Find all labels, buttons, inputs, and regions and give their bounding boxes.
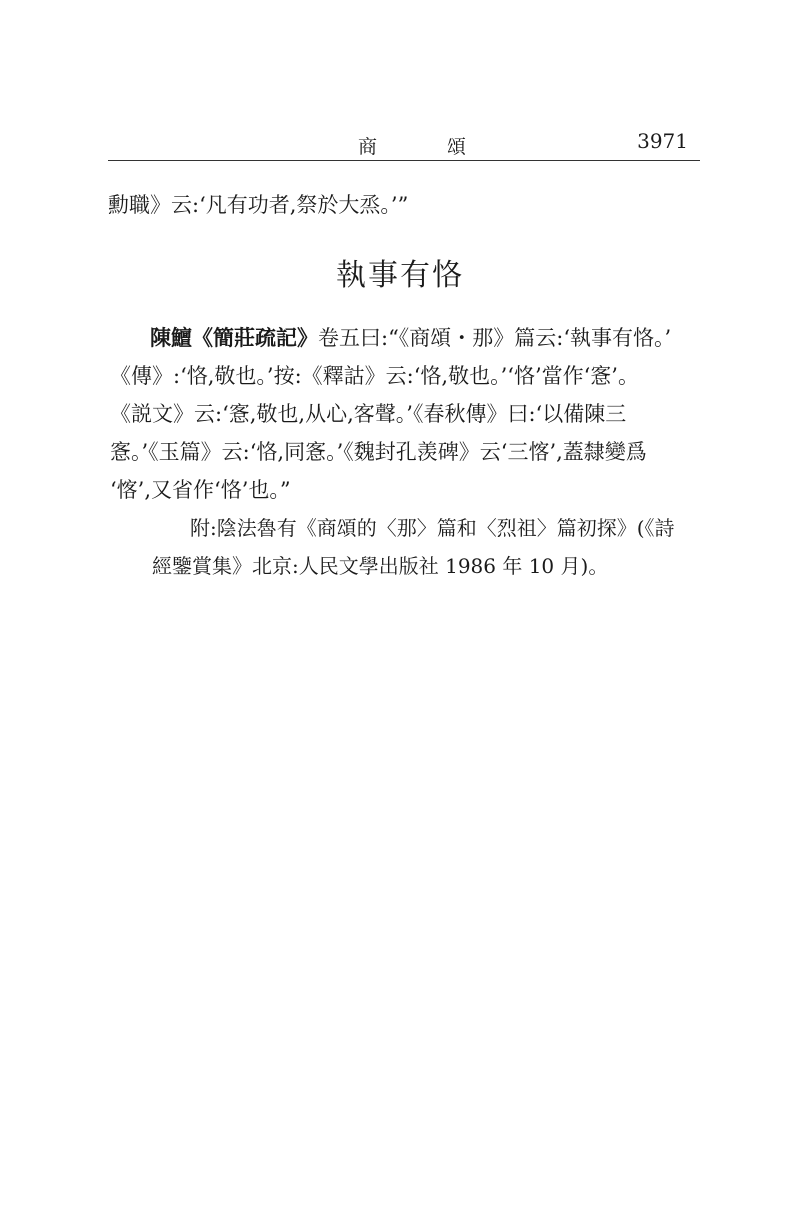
body-line-2: 《傳》:‘恪,敬也。’按:《釋詁》云:‘恪,敬也。’‘恪’當作‘愙’。 (110, 364, 639, 388)
section-title: 執事有恪 (336, 258, 464, 293)
author-citation: 陳鱣《簡莊疏記》 (150, 325, 318, 350)
running-head (108, 126, 700, 162)
body-line-4: 愙。’《玉篇》云:‘恪,同愙。’《魏封孔羡碑》云‘三愘’,蓋隸變爲 (110, 440, 647, 464)
continuation-line: 勳職》云:‘凡有功者,祭於大烝。’” (108, 193, 409, 217)
note-line-2: 經鑒賞集》北京:人民文學出版社 1986 年 10 月)。 (152, 554, 609, 578)
running-title: 商 頌 (358, 136, 499, 158)
body-line-1 (150, 323, 671, 353)
body-line-1-text: 卷五曰:“《商頌・那》篇云:‘執事有恪。’ (318, 326, 672, 350)
header-rule (108, 160, 700, 161)
body-line-3: 《説文》云:‘愙,敬也,从心,客聲。’《春秋傳》曰:‘以備陳三 (110, 402, 627, 426)
body-line-5: ‘愘’,又省作‘恪’也。” (110, 478, 291, 502)
note-line-1: 附:陰法魯有《商頌的〈那〉篇和〈烈祖〉篇初探》(《詩 (190, 516, 675, 540)
page-number: 3971 (637, 129, 688, 153)
